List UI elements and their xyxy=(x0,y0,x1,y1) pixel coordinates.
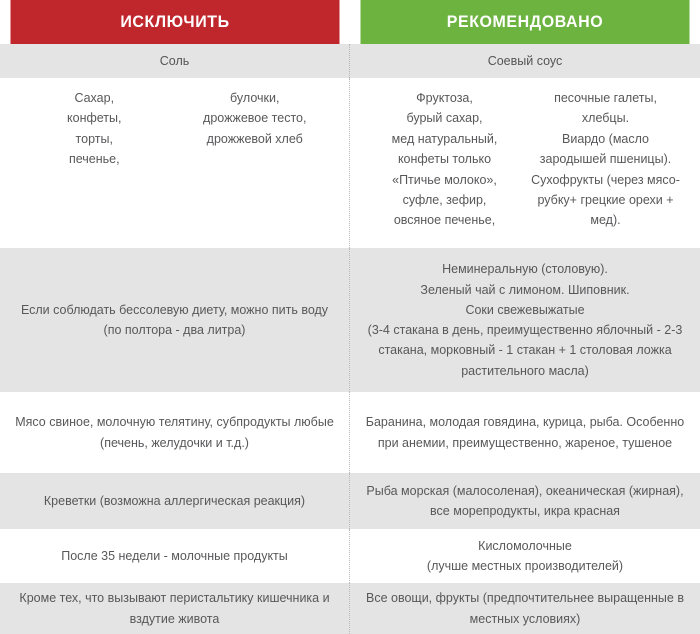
row-sweets-exclude-col1: Сахар, конфеты, торты, печенье, xyxy=(67,91,122,167)
row-sweets-recommend-cell xyxy=(350,78,700,248)
row-vegetables-recommend-cell: Все овощи, фрукты (предпочтительнее выращенные в местных условиях) xyxy=(366,591,684,626)
row-sweets-recommend-col1: Фруктоза, бурый сахар, мед натуральный, конфеты только «Птичье молоко», суфле, зефир, овсяное печенье, xyxy=(391,91,498,228)
table-row xyxy=(0,473,700,529)
subheader-exclude-cell xyxy=(0,44,350,78)
subheader-exclude-text: Соль xyxy=(159,53,190,68)
table-row xyxy=(0,583,700,634)
header-exclude-label: ИСКЛЮЧИТЬ xyxy=(120,12,230,31)
header-recommend-label: РЕКОМЕНДОВАНО xyxy=(446,12,604,31)
row-vegetables-exclude-cell: Кроме тех, что вызывают перистальтику кишечника и вздутие живота xyxy=(0,583,350,634)
row-dairy-exclude-cell: После 35 недели - молочные продукты xyxy=(0,529,350,583)
row-dairy-recommend-cell: Кисломолочные (лучше местных производителей) xyxy=(426,538,624,573)
row-sweets-exclude-cell xyxy=(0,78,350,248)
header-recommend xyxy=(361,0,690,44)
row-meat-exclude-cell: Мясо свиное, молочную телятину, субпродукты любые (печень, желудочки и т.д.) xyxy=(0,392,350,473)
row-drinks-exclude-cell: Если соблюдать бессолевую диету, можно пить воду (по полтора - два литра) xyxy=(0,248,350,392)
table-row xyxy=(0,44,700,78)
subheader-recommend-text: Соевый соус xyxy=(487,53,563,68)
table-row xyxy=(0,392,700,473)
table-row xyxy=(0,78,700,248)
row-seafood-exclude-cell: Креветки (возможна аллергическая реакция) xyxy=(0,473,350,529)
table-row xyxy=(0,529,700,583)
row-meat-recommend-cell: Баранина, молодая говядина, курица, рыба. Особенно при анемии, преимущественно, жареное, тушеное xyxy=(365,415,685,450)
table-row xyxy=(0,248,700,392)
row-sweets-exclude-col2: булочки, дрожжевое тесто, дрожжевой хлеб xyxy=(203,91,307,146)
table-header xyxy=(0,0,700,44)
row-drinks-recommend-cell: Неминеральную (столовую). Зеленый чай с лимоном. Шиповник. Соки свежевыжатые (3-4 стакана в день, преимущественно яблочный - 2-3 стакана, морковный - 1 стакан + 1 столовая ложка растительного масла) xyxy=(367,262,683,378)
row-seafood-recommend-cell: Рыба морская (малосоленая), океаническая (жирная), все морепродукты, икра красная xyxy=(366,483,684,518)
subheader-recommend-cell xyxy=(350,44,700,78)
header-exclude xyxy=(11,0,340,44)
row-sweets-recommend-col2: песочные галеты, хлебцы. Виардо (масло зародышей пшеницы). Сухофрукты (через мясо-рубку+ грецкие орехи + мед). xyxy=(531,91,680,228)
